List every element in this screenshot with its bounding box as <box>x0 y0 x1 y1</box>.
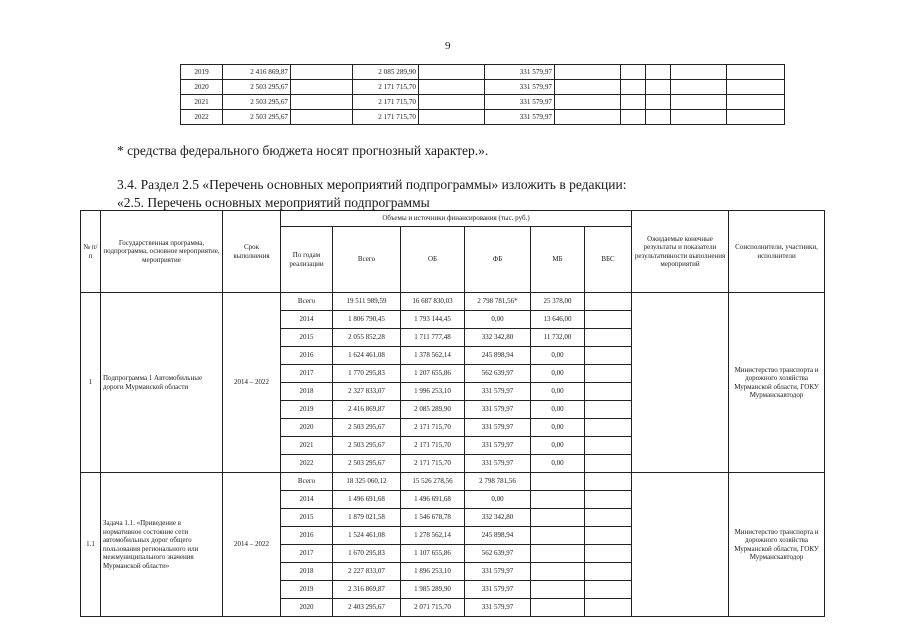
cell-empty <box>671 80 727 95</box>
header-funding: Объемы и источники финансирования (тыс. руб.) <box>281 211 632 227</box>
cell-mb: 331 579,97 <box>485 80 555 95</box>
cell-vbs <box>585 545 632 563</box>
cell-empty <box>419 65 485 80</box>
cell-empty <box>646 110 671 125</box>
header-mb: МБ <box>531 227 585 293</box>
cell-empty <box>419 95 485 110</box>
cell-year: 2015 <box>281 329 333 347</box>
cell-year: 2014 <box>281 491 333 509</box>
cell-ob: 15 526 278,56 <box>401 473 465 491</box>
cell-year: 2015 <box>281 509 333 527</box>
cell-ob: 1 711 777,48 <box>401 329 465 347</box>
cell-total: 2 227 833,07 <box>333 563 401 581</box>
cell-total: 2 503 295,67 <box>333 419 401 437</box>
cell-empty <box>419 80 485 95</box>
cell-year: 2018 <box>281 563 333 581</box>
cell-mb <box>531 545 585 563</box>
cell-mb: 331 579,97 <box>485 110 555 125</box>
cell-mb: 25 378,00 <box>531 293 585 311</box>
cell-total: 1 670 295,83 <box>333 545 401 563</box>
cell-mb: 0,00 <box>531 347 585 365</box>
cell-mb: 13 646,00 <box>531 311 585 329</box>
cell-vbs <box>585 347 632 365</box>
funding-row <box>81 473 825 491</box>
cell-empty <box>291 80 353 95</box>
cell-fb: 0,00 <box>465 491 531 509</box>
cell-mb: 331 579,97 <box>485 95 555 110</box>
header-fb: ФБ <box>465 227 531 293</box>
cell-mb: 0,00 <box>531 365 585 383</box>
cell-vbs <box>585 383 632 401</box>
cell-ob: 2 171 715,70 <box>401 455 465 473</box>
cell-year: Всего <box>281 473 333 491</box>
item-name: Подпрограмма 1 Автомобильные дороги Мурманской области <box>101 293 223 473</box>
page-number: 9 <box>445 40 451 52</box>
cell-empty <box>555 95 621 110</box>
cell-total: 1 806 790,45 <box>333 311 401 329</box>
header-num: № п/п <box>81 211 101 293</box>
header-total: Всего <box>333 227 401 293</box>
cell-total: 2 503 295,67 <box>333 455 401 473</box>
cell-vbs <box>585 491 632 509</box>
cell-fb: 2 171 715,70 <box>353 110 419 125</box>
cell-ob: 1 793 144,45 <box>401 311 465 329</box>
cell-mb: 331 579,97 <box>485 65 555 80</box>
continuation-row <box>181 80 785 95</box>
cell-mb: 0,00 <box>531 437 585 455</box>
continuation-row <box>181 95 785 110</box>
header-ob: ОБ <box>401 227 465 293</box>
header-executors: Соисполнители, участники, исполнители <box>729 211 825 293</box>
item-term: 2014 – 2022 <box>223 473 281 617</box>
cell-mb <box>531 491 585 509</box>
cell-vbs <box>585 293 632 311</box>
cell-fb: 2 171 715,70 <box>353 80 419 95</box>
cell-year: 2019 <box>281 401 333 419</box>
cell-empty <box>621 65 646 80</box>
cell-total: 2 416 869,87 <box>223 65 291 80</box>
cell-fb: 332 342,80 <box>465 329 531 347</box>
cell-total: 2 055 852,28 <box>333 329 401 347</box>
item-term: 2014 – 2022 <box>223 293 281 473</box>
continuation-row <box>181 65 785 80</box>
cell-empty <box>555 80 621 95</box>
cell-year: 2022 <box>181 110 223 125</box>
cell-ob: 1 996 253,10 <box>401 383 465 401</box>
cell-ob: 1 378 562,14 <box>401 347 465 365</box>
item-results <box>632 293 729 473</box>
footnote: * средства федерального бюджета носят прогнозный характер.». <box>117 143 489 158</box>
cell-empty <box>671 110 727 125</box>
cell-total: 2 327 833,07 <box>333 383 401 401</box>
cell-year: 2020 <box>181 80 223 95</box>
cell-fb: 245 898,94 <box>465 527 531 545</box>
cell-mb <box>531 509 585 527</box>
cell-mb: 11 732,00 <box>531 329 585 347</box>
cell-vbs <box>585 437 632 455</box>
continuation-table <box>180 64 785 125</box>
cell-total: 2 503 295,67 <box>223 110 291 125</box>
cell-ob: 1 496 691,68 <box>401 491 465 509</box>
cell-total: 19 511 989,59 <box>333 293 401 311</box>
cell-empty <box>621 110 646 125</box>
cell-year: 2019 <box>281 581 333 599</box>
cell-total: 2 503 295,67 <box>223 95 291 110</box>
cell-mb: 0,00 <box>531 401 585 419</box>
cell-ob: 1 546 678,78 <box>401 509 465 527</box>
cell-mb <box>531 563 585 581</box>
cell-vbs <box>585 419 632 437</box>
cell-fb: 0,00 <box>465 311 531 329</box>
cell-total: 1 879 021,58 <box>333 509 401 527</box>
cell-empty <box>555 65 621 80</box>
cell-year: 2017 <box>281 365 333 383</box>
cell-empty <box>419 110 485 125</box>
cell-year: 2020 <box>281 419 333 437</box>
cell-mb: 0,00 <box>531 455 585 473</box>
cell-vbs <box>585 563 632 581</box>
cell-fb: 562 639,97 <box>465 365 531 383</box>
item-number: 1.1 <box>81 473 101 617</box>
cell-total: 18 325 060,12 <box>333 473 401 491</box>
cell-fb: 2 798 781,56 <box>465 473 531 491</box>
cell-year: 2020 <box>281 599 333 617</box>
cell-total: 1 770 295,83 <box>333 365 401 383</box>
cell-mb <box>531 599 585 617</box>
header-term: Срок выполнения <box>223 211 281 293</box>
cell-year: 2019 <box>181 65 223 80</box>
cell-total: 2 416 869,87 <box>333 401 401 419</box>
paragraph-3-4: 3.4. Раздел 2.5 «Перечень основных мероприятий подпрограммы» изложить в редакции: <box>117 177 627 192</box>
cell-fb: 331 579,97 <box>465 563 531 581</box>
cell-vbs <box>585 473 632 491</box>
cell-empty <box>291 110 353 125</box>
cell-vbs <box>585 455 632 473</box>
cell-empty <box>671 95 727 110</box>
continuation-row <box>181 110 785 125</box>
cell-year: 2016 <box>281 347 333 365</box>
cell-mb <box>531 527 585 545</box>
cell-year: 2016 <box>281 527 333 545</box>
item-executors: Министерство транспорта и дорожного хозяйства Мурманской области, ГОКУ Мурманскавтодор <box>729 293 825 473</box>
cell-fb: 331 579,97 <box>465 401 531 419</box>
cell-total: 2 316 869,87 <box>333 581 401 599</box>
cell-year: 2018 <box>281 383 333 401</box>
cell-ob: 2 085 289,90 <box>401 401 465 419</box>
cell-fb: 2 085 289,90 <box>353 65 419 80</box>
cell-fb: 2 798 781,56* <box>465 293 531 311</box>
cell-year: Всего <box>281 293 333 311</box>
paragraph-2-5-heading: «2.5. Перечень основных мероприятий подпрограммы <box>117 195 430 210</box>
cell-total: 2 403 295,67 <box>333 599 401 617</box>
cell-mb: 0,00 <box>531 383 585 401</box>
cell-vbs <box>585 311 632 329</box>
header-vbs: ВБС <box>585 227 632 293</box>
cell-vbs <box>585 599 632 617</box>
cell-ob: 2 171 715,70 <box>401 419 465 437</box>
cell-ob: 2 071 715,70 <box>401 599 465 617</box>
item-results <box>632 473 729 617</box>
item-number: 1 <box>81 293 101 473</box>
cell-fb: 331 579,97 <box>465 455 531 473</box>
cell-fb: 331 579,97 <box>465 419 531 437</box>
cell-ob: 1 985 289,90 <box>401 581 465 599</box>
item-name: Задача 1.1. «Приведение в нормативное состояние сети автомобильных дорог общего пользования регионального или межмуниципального значения Мурманской области» <box>101 473 223 617</box>
cell-empty <box>291 95 353 110</box>
item-executors: Министерство транспорта и дорожного хозяйства Мурманской области, ГОКУ Мурманскавтодор <box>729 473 825 617</box>
funding-row <box>81 293 825 311</box>
cell-vbs <box>585 401 632 419</box>
cell-empty <box>646 80 671 95</box>
cell-empty <box>555 110 621 125</box>
cell-fb: 332 342,80 <box>465 509 531 527</box>
cell-ob: 1 896 253,10 <box>401 563 465 581</box>
cell-ob: 1 278 562,14 <box>401 527 465 545</box>
cell-empty <box>727 110 785 125</box>
cell-ob: 16 687 830,03 <box>401 293 465 311</box>
cell-total: 1 524 461,08 <box>333 527 401 545</box>
cell-mb <box>531 581 585 599</box>
cell-empty <box>646 65 671 80</box>
cell-ob: 1 207 655,86 <box>401 365 465 383</box>
cell-vbs <box>585 365 632 383</box>
cell-fb: 331 579,97 <box>465 383 531 401</box>
cell-empty <box>671 65 727 80</box>
cell-total: 1 624 461,08 <box>333 347 401 365</box>
cell-empty <box>621 95 646 110</box>
cell-year: 2017 <box>281 545 333 563</box>
cell-empty <box>727 95 785 110</box>
cell-year: 2021 <box>281 437 333 455</box>
cell-total: 2 503 295,67 <box>333 437 401 455</box>
cell-total: 2 503 295,67 <box>223 80 291 95</box>
cell-fb: 331 579,97 <box>465 581 531 599</box>
cell-mb: 0,00 <box>531 419 585 437</box>
cell-empty <box>291 65 353 80</box>
cell-vbs <box>585 329 632 347</box>
cell-total: 1 496 691,68 <box>333 491 401 509</box>
measures-table <box>80 210 825 617</box>
cell-empty <box>646 95 671 110</box>
cell-mb <box>531 473 585 491</box>
cell-vbs <box>585 581 632 599</box>
cell-fb: 331 579,97 <box>465 437 531 455</box>
cell-year: 2021 <box>181 95 223 110</box>
cell-ob: 1 107 655,86 <box>401 545 465 563</box>
cell-fb: 562 639,97 <box>465 545 531 563</box>
cell-empty <box>727 80 785 95</box>
cell-vbs <box>585 527 632 545</box>
header-years: По годам реализации <box>281 227 333 293</box>
cell-vbs <box>585 509 632 527</box>
cell-empty <box>621 80 646 95</box>
cell-fb: 245 898,94 <box>465 347 531 365</box>
cell-year: 2022 <box>281 455 333 473</box>
cell-year: 2014 <box>281 311 333 329</box>
cell-fb: 2 171 715,70 <box>353 95 419 110</box>
header-results: Ожидаемые конечные результаты и показатели результативности выполнения мероприятий <box>632 211 729 293</box>
cell-ob: 2 171 715,70 <box>401 437 465 455</box>
header-program: Государственная программа, подпрограмма, основное мероприятие, мероприятие <box>101 211 223 293</box>
cell-empty <box>727 65 785 80</box>
cell-fb: 331 579,97 <box>465 599 531 617</box>
